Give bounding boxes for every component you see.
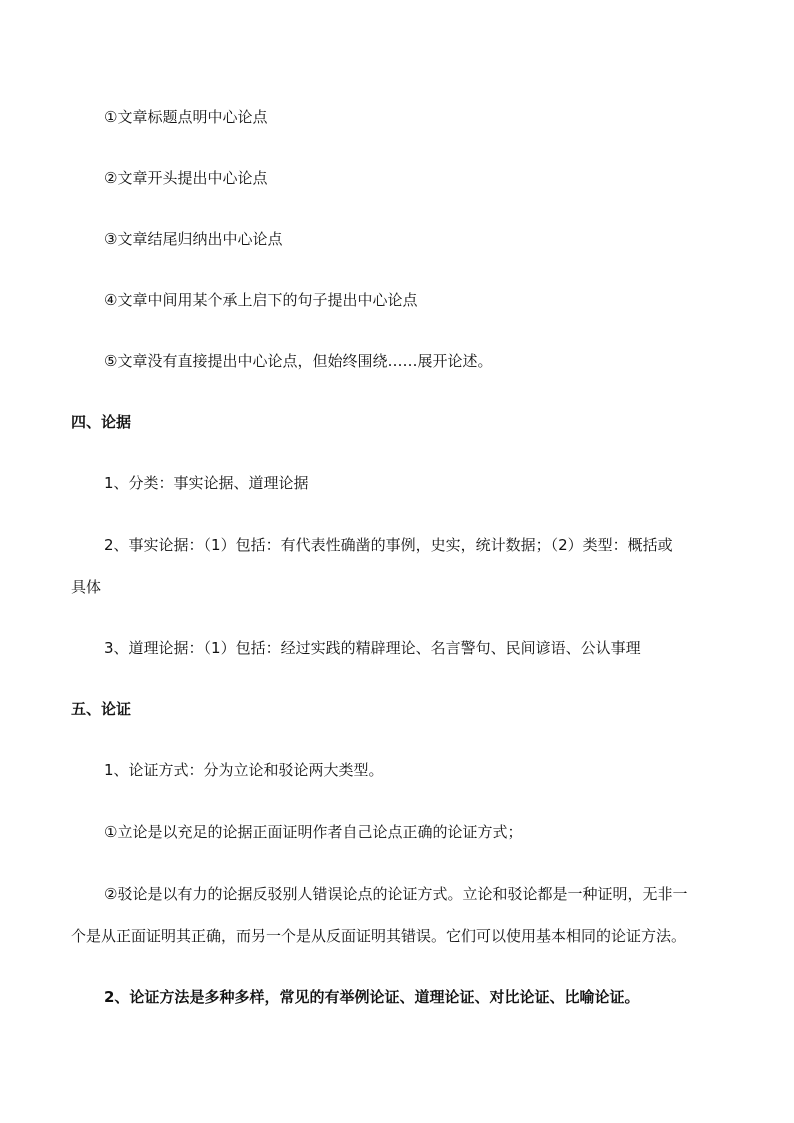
paragraph-emphasis: 2、论证方法是多种多样，常见的有举例论证、道理论证、对比论证、比喻论证。 xyxy=(104,988,640,1006)
paragraph-continuation: 个是从正面证明其正确，而另一个是从反面证明其错误。它们可以使用基本相同的论证方法。 xyxy=(71,927,687,945)
list-item: ③文章结尾归纳出中心论点 xyxy=(104,230,283,248)
paragraph-continuation: 具体 xyxy=(71,578,102,596)
paragraph: 2、事实论据：（1）包括：有代表性确凿的事例，史实，统计数据；（2）类型：概括或 xyxy=(104,536,673,554)
section-heading: 五、论证 xyxy=(71,700,132,718)
list-item: ④文章中间用某个承上启下的句子提出中心论点 xyxy=(104,291,418,309)
paragraph: 3、道理论据：（1）包括：经过实践的精辟理论、名言警句、民间谚语、公认事理 xyxy=(104,639,641,657)
section-heading: 四、论据 xyxy=(71,413,132,431)
list-item: ①文章标题点明中心论点 xyxy=(104,108,268,126)
paragraph: 1、论证方式：分为立论和驳论两大类型。 xyxy=(104,761,384,779)
paragraph: ①立论是以充足的论据正面证明作者自己论点正确的论证方式； xyxy=(104,823,523,841)
list-item: ⑤文章没有直接提出中心论点，但始终围绕……展开论述。 xyxy=(104,352,493,370)
paragraph: 1、分类：事实论据、道理论据 xyxy=(104,474,309,492)
list-item: ②文章开头提出中心论点 xyxy=(104,169,268,187)
paragraph: ②驳论是以有力的论据反驳别人错误论点的论证方式。立论和驳论都是一种证明，无非一 xyxy=(104,885,688,903)
